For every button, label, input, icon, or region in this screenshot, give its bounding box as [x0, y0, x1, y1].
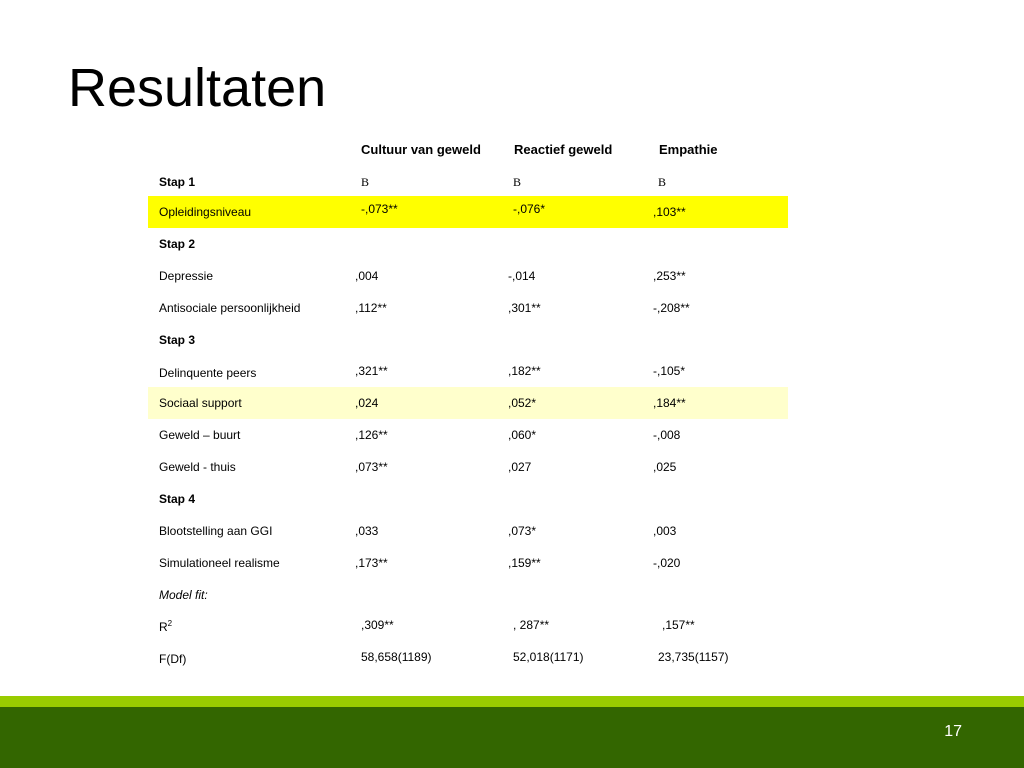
column-header-cultuur-van-geweld: Cultuur van geweld: [361, 142, 481, 157]
value-empathie: -,105*: [653, 364, 686, 378]
row-label: F(Df): [159, 652, 187, 666]
row-label: Blootstelling aan GGI: [159, 524, 273, 538]
row-label: Opleidingsniveau: [159, 205, 252, 219]
section-label-stap-2: Stap 2: [159, 237, 196, 251]
value-cultuur: ,004: [355, 269, 379, 283]
value-cultuur: ,112**: [355, 301, 387, 315]
row-label: Antisociale persoonlijkheid: [159, 301, 301, 315]
value-reactief: -,076*: [513, 202, 546, 216]
table-row-stap-4: [148, 483, 788, 515]
regression-table: [148, 134, 788, 674]
row-label: Depressie: [159, 269, 214, 283]
value-cultuur: 58,658(1189): [361, 650, 432, 664]
value-reactief: ,301**: [508, 301, 541, 315]
section-label-model-fit: Model fit:: [159, 588, 208, 602]
table-row-model-fit: [148, 579, 788, 611]
value-reactief: ,159**: [508, 556, 541, 570]
table-row-stap-2: [148, 228, 788, 260]
value-reactief: -,014: [508, 269, 536, 283]
column-header-reactief-geweld: Reactief geweld: [514, 142, 613, 157]
table-row-stap-1: [148, 166, 788, 198]
table-row-opleidingsniveau: [148, 196, 788, 228]
value-cultuur: ,073**: [355, 460, 388, 474]
value-cultuur: ,033: [355, 524, 379, 538]
value-empathie: ,253**: [653, 269, 686, 283]
value-cultuur: ,309**: [361, 618, 394, 632]
table-row-antisociale-persoonlijkheid: [148, 292, 788, 324]
table-row-r-squared: [148, 611, 788, 643]
value-reactief: ,073*: [508, 524, 537, 538]
value-cultuur: ,126**: [355, 428, 388, 442]
column-header-empathie: Empathie: [659, 142, 718, 157]
row-label: Delinquente peers: [159, 366, 257, 380]
coef-symbol-cultuur: B: [361, 175, 370, 189]
table-row-stap-3: [148, 324, 788, 356]
coef-symbol-reactief: B: [513, 175, 522, 189]
section-label-stap-1: Stap 1: [159, 175, 196, 189]
value-empathie: ,025: [653, 460, 677, 474]
value-empathie: -,208**: [653, 301, 690, 315]
section-label-stap-3: Stap 3: [159, 333, 196, 347]
value-empathie: ,184**: [653, 396, 686, 410]
table-row-blootstelling-aan-ggi: [148, 515, 788, 547]
value-reactief: ,027: [508, 460, 532, 474]
table-row-sociaal-support: [148, 387, 788, 419]
row-label: Simulationeel realisme: [159, 556, 280, 570]
value-empathie: ,103**: [653, 205, 686, 219]
value-cultuur: ,173**: [355, 556, 388, 570]
table-row-depressie: [148, 260, 788, 292]
value-empathie: ,003: [653, 524, 677, 538]
value-reactief: ,060*: [508, 428, 537, 442]
squared-superscript: 2: [167, 619, 173, 628]
section-label-stap-4: Stap 4: [159, 492, 196, 506]
value-cultuur: -,073**: [361, 202, 398, 216]
table-row-f-df: [148, 643, 788, 675]
row-label: Geweld – buurt: [159, 428, 241, 442]
value-empathie: -,020: [653, 556, 681, 570]
value-empathie: 23,735(1157): [658, 650, 729, 664]
slide-title: Resultaten: [68, 58, 327, 118]
r-letter: R: [159, 620, 168, 634]
row-label: Geweld - thuis: [159, 460, 236, 474]
footer-accent-strip: [0, 696, 1024, 707]
value-reactief: 52,018(1171): [513, 650, 584, 664]
value-cultuur: ,024: [355, 396, 379, 410]
footer-bar: [0, 707, 1024, 768]
table-row-geweld-thuis: [148, 451, 788, 483]
page-number: 17: [944, 723, 962, 740]
table-row-delinquente-peers: [148, 357, 788, 389]
table-row-simulationeel-realisme: [148, 547, 788, 579]
row-label-r-squared: [159, 611, 172, 643]
value-reactief: , 287**: [513, 618, 550, 632]
table-row-geweld-buurt: [148, 419, 788, 451]
row-label: Sociaal support: [159, 396, 242, 410]
value-reactief: ,182**: [508, 364, 541, 378]
coef-symbol-empathie: B: [658, 175, 667, 189]
value-empathie: ,157**: [662, 618, 695, 632]
value-cultuur: ,321**: [355, 364, 388, 378]
value-reactief: ,052*: [508, 396, 537, 410]
value-empathie: -,008: [653, 428, 681, 442]
